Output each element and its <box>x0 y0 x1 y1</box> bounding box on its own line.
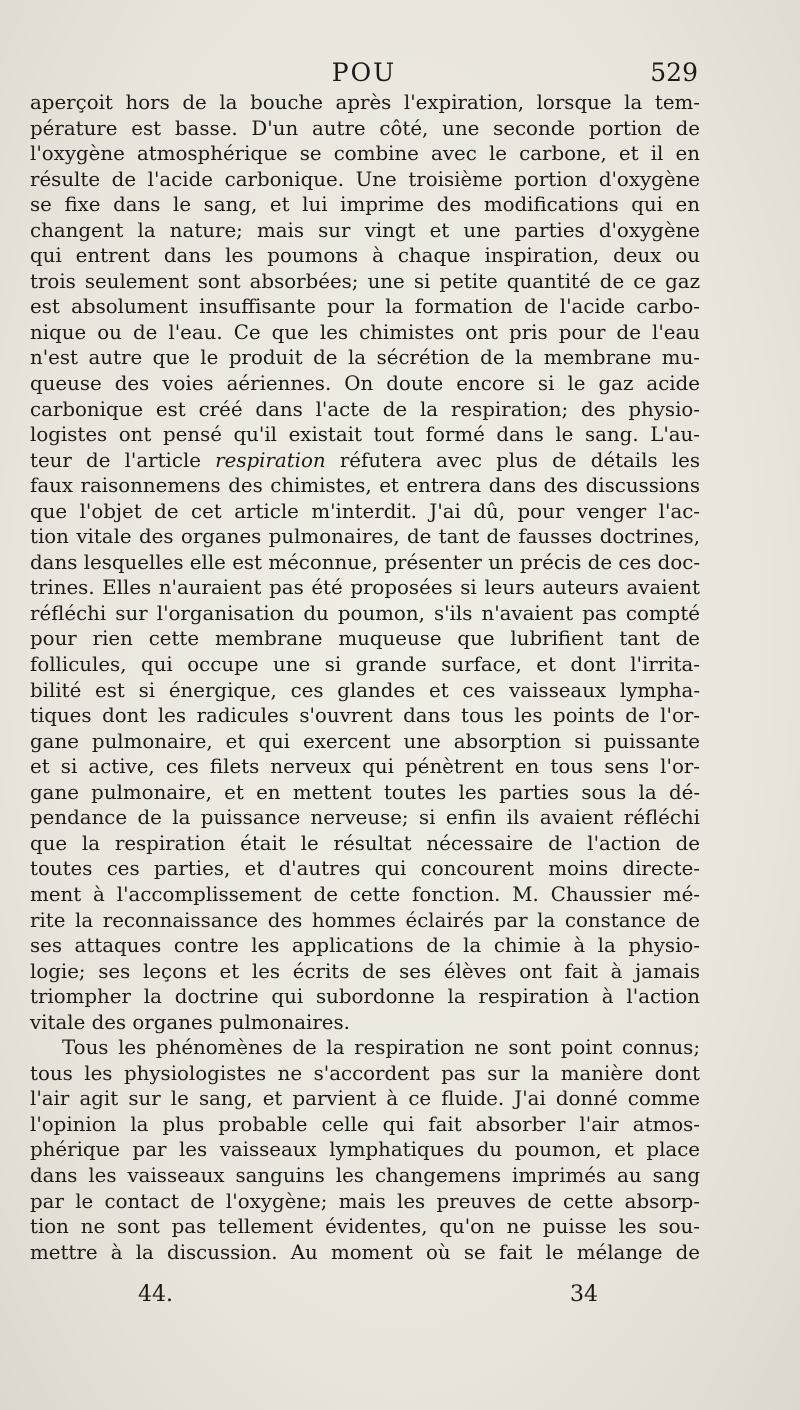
text-line: tiques dont les radicules s'ouvrent dans tous les points de l'or- <box>30 704 700 728</box>
text-line: pérature est basse. D'un autre côté, une seconde portion de <box>30 116 700 140</box>
text-line: queuse des voies aériennes. On doute encore si le gaz acide <box>30 372 700 396</box>
italic-term: respiration <box>215 448 326 472</box>
text-line: que la respiration était le résultat nécessaire de l'action de <box>30 831 700 855</box>
text-line: dans les vaisseaux sanguins les changemens imprimés au sang <box>30 1163 700 1187</box>
text-line: nique ou de l'eau. Ce que les chimistes ont pris pour de l'eau <box>30 320 700 344</box>
text-line: toutes ces parties, et d'autres qui concourent moins directe- <box>30 857 700 881</box>
text-line: l'air agit sur le sang, et parvient à ce fluide. J'ai donné comme <box>30 1087 700 1111</box>
text-line: résulte de l'acide carbonique. Une troisième portion d'oxygène <box>30 167 700 191</box>
text-line: n'est autre que le produit de la sécrétion de la membrane mu- <box>30 346 700 370</box>
text-line: pour rien cette membrane muqueuse que lubrifient tant de <box>30 627 700 651</box>
text-line: réfléchi sur l'organisation du poumon, s'ils n'avaient pas compté <box>30 601 700 625</box>
text-line: tous les physiologistes ne s'accordent pas sur la manière dont <box>30 1061 700 1085</box>
text-line: changent la nature; mais sur vingt et une parties d'oxygène <box>30 218 700 242</box>
text-line: Tous les phénomènes de la respiration ne sont point connus; <box>62 1036 700 1060</box>
text-line: triompher la doctrine qui subordonne la respiration à l'action <box>30 985 700 1009</box>
text-line: logie; ses leçons et les écrits de ses élèves ont fait à jamais <box>30 959 700 983</box>
text-segment: teur de l'article <box>30 448 216 472</box>
text-line: tion ne sont pas tellement évidentes, qu'on ne puisse les sou- <box>30 1215 700 1239</box>
text-line: que l'objet de cet article m'interdit. J'ai dû, pour venger l'ac- <box>30 499 700 523</box>
text-line: dans lesquelles elle est méconnue, présenter un précis de ces doc- <box>30 550 700 574</box>
text-line: mettre à la discussion. Au moment où se fait le mélange de <box>30 1240 700 1264</box>
text-line: aperçoit hors de la bouche après l'expiration, lorsque la tem- <box>30 91 700 114</box>
text-line: carbonique est créé dans l'acte de la respiration; des physio- <box>30 397 700 421</box>
text-line: gane pulmonaire, et en mettent toutes les parties sous la dé- <box>30 780 700 804</box>
text-line: trines. Elles n'auraient pas été proposées si leurs auteurs avaient <box>30 576 700 600</box>
text-line: vitale des organes pulmonaires. <box>30 1010 350 1034</box>
text-line: logistes ont pensé qu'il existait tout formé dans le sang. L'au- <box>30 423 700 447</box>
page-footer <box>30 1278 698 1312</box>
signature-mark: 44. <box>138 1282 173 1307</box>
running-head: POU <box>331 58 397 87</box>
text-line: et si active, ces filets nerveux qui pénètrent en tous sens l'or- <box>30 755 700 779</box>
text-line: qui entrent dans les poumons à chaque inspiration, deux ou <box>30 244 700 268</box>
text-line: ment à l'accomplissement de cette fonction. M. Chaussier mé- <box>30 882 700 906</box>
text-line: faux raisonnemens des chimistes, et entrera dans des discussions <box>30 474 700 498</box>
sheet-number: 34 <box>570 1282 598 1307</box>
text-line: phérique par les vaisseaux lymphatiques du poumon, et place <box>30 1138 700 1162</box>
text-line: follicules, qui occupe une si grande surface, et dont l'irrita- <box>30 653 700 677</box>
text-line: par le contact de l'oxygène; mais les preuves de cette absorp- <box>30 1189 700 1213</box>
text-line: est absolument insuffisante pour la formation de l'acide carbo- <box>30 295 700 319</box>
text-line: l'oxygène atmosphérique se combine avec le carbone, et il en <box>30 142 700 166</box>
text-line: gane pulmonaire, et qui exercent une absorption si puissante <box>30 729 700 753</box>
text-line: l'opinion la plus probable celle qui fait absorber l'air atmos- <box>30 1112 700 1136</box>
text-line: ses attaques contre les applications de la chimie à la physio- <box>30 934 700 958</box>
text-line: bilité est si énergique, ces glandes et ces vaisseaux lympha- <box>30 678 700 702</box>
text-segment: réfutera avec plus de détails les <box>325 448 700 472</box>
page-number: 529 <box>650 58 698 87</box>
text-line-with-italic <box>30 448 700 474</box>
body-text <box>30 90 700 1265</box>
text-line: trois seulement sont absorbées; une si petite quantité de ce gaz <box>30 269 700 293</box>
text-line: pendance de la puissance nerveuse; si enfin ils avaient réfléchi <box>30 806 700 830</box>
text-line: rite la reconnaissance des hommes éclairés par la constance de <box>30 908 700 932</box>
text-line: tion vitale des organes pulmonaires, de tant de fausses doctrines, <box>30 525 700 549</box>
paragraph-2 <box>30 1035 700 1265</box>
paragraph-1 <box>30 90 700 1035</box>
text-line: se fixe dans le sang, et lui imprime des modifications qui en <box>30 193 700 217</box>
